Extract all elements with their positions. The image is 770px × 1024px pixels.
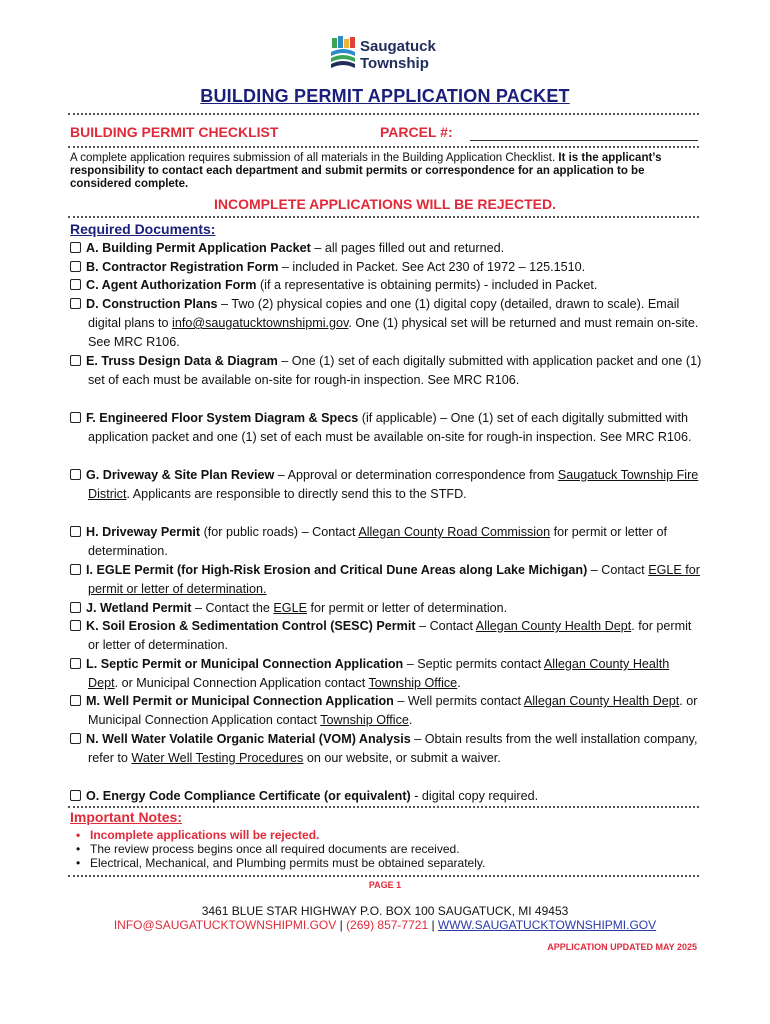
item-text: – One (1) set of each digitally submitted with application packet and one (1) set of each must be available on-site for rough-in inspection. See MRC R106. <box>88 354 702 387</box>
checkbox[interactable] <box>70 469 81 480</box>
item-text: (if applicable) – One (1) set of each digitally submitted with application packet and one (1) set of each must be available on-site for rough-in inspection. See MRC R106. <box>88 411 692 444</box>
separator: | <box>336 918 347 932</box>
item-text: . or Municipal Connection Application contact <box>88 694 698 727</box>
item-text: – Septic permits contact <box>403 657 544 671</box>
checklist-item-m <box>70 692 702 730</box>
item-text: . for permit or letter of determination. <box>88 619 692 652</box>
footer-phone: (269) 857-7721 <box>346 918 429 932</box>
footer-website-link[interactable]: WWW.SAUGATUCKTOWNSHIPMI.GOV <box>437 918 657 932</box>
divider <box>68 875 699 877</box>
email-link[interactable]: info@saugatucktownshipmi.gov <box>172 316 349 330</box>
logo-line-1: Saugatuck <box>360 38 436 55</box>
page-title: BUILDING PERMIT APPLICATION PACKET <box>200 86 570 106</box>
checklist-item-o <box>70 787 702 806</box>
notes-heading: Important Notes: <box>70 809 182 825</box>
item-text: (if a representative is obtaining permits) - included in Packet. <box>256 278 598 292</box>
checklist-item-g <box>70 466 702 504</box>
footer-address: 3461 BLUE STAR HIGHWAY P.O. BOX 100 SAUGATUCK, MI 49453 <box>201 904 569 918</box>
item-title: B. Contractor Registration Form <box>86 260 279 274</box>
footer-contact <box>0 918 770 932</box>
item-title: E. Truss Design Data & Diagram <box>86 354 278 368</box>
required-heading: Required Documents: <box>70 221 216 237</box>
township-office-link[interactable]: Township Office <box>368 676 458 690</box>
item-title: N. Well Water Volatile Organic Material (VOM) Analysis <box>86 732 411 746</box>
notes-list <box>76 828 485 870</box>
checkbox[interactable] <box>70 695 81 706</box>
item-title: J. Wetland Permit <box>86 601 192 615</box>
checkbox[interactable] <box>70 261 81 272</box>
checkbox[interactable] <box>70 242 81 253</box>
checkbox[interactable] <box>70 279 81 290</box>
item-title: I. EGLE Permit (for High-Risk Erosion and Critical Dune Areas along Lake Michigan) <box>86 563 588 577</box>
township-office-link[interactable]: Township Office <box>320 713 409 727</box>
checkbox[interactable] <box>70 658 81 669</box>
item-text: – Obtain results from the well installation company, refer to <box>88 732 698 765</box>
checklist-item-b <box>70 258 702 277</box>
item-title: O. Energy Code Compliance Certificate (or equivalent) <box>86 789 411 803</box>
intro-text <box>70 152 700 191</box>
checkbox[interactable] <box>70 355 81 366</box>
divider <box>68 146 699 148</box>
checklist-item-e <box>70 352 702 390</box>
road-commission-link[interactable]: Allegan County Road Commission <box>358 525 551 539</box>
item-text: for permit or letter of determination. <box>306 601 508 615</box>
egle-link[interactable]: EGLE <box>273 601 307 615</box>
checkbox[interactable] <box>70 602 81 613</box>
fire-district-link[interactable]: Saugatuck Township Fire District <box>88 468 699 501</box>
checklist-item-j <box>70 599 702 618</box>
item-title: C. Agent Authorization Form <box>86 278 257 292</box>
checkbox[interactable] <box>70 790 81 801</box>
item-text: – Contact the <box>191 601 274 615</box>
note-item: • Incomplete applications will be rejected. <box>76 828 485 842</box>
checkbox[interactable] <box>70 412 81 423</box>
checklist-item-c <box>70 276 702 295</box>
parcel-input-line[interactable] <box>470 140 698 141</box>
item-title: H. Driveway Permit <box>86 525 201 539</box>
item-text: . <box>457 676 461 690</box>
checklist-item-i <box>70 561 702 599</box>
checklist-item-k <box>70 617 702 655</box>
reject-banner: INCOMPLETE APPLICATIONS WILL BE REJECTED. <box>214 196 556 212</box>
checkbox[interactable] <box>70 564 81 575</box>
checklist-item-d <box>70 295 702 352</box>
health-dept-link[interactable]: Allegan County Health Dept <box>88 657 670 690</box>
checkbox[interactable] <box>70 620 81 631</box>
checkbox[interactable] <box>70 733 81 744</box>
item-text: for permit or letter of determination. <box>88 525 667 558</box>
item-text: – included in Packet. See Act 230 of 1972 – 125.1510. <box>278 260 586 274</box>
checkbox[interactable] <box>70 526 81 537</box>
item-text: – Well permits contact <box>393 694 524 708</box>
item-title: A. Building Permit Application Packet <box>86 241 311 255</box>
item-text: - digital copy required. <box>410 789 539 803</box>
updated-date: APPLICATION UPDATED MAY 2025 <box>547 942 697 952</box>
parcel-label: PARCEL #: <box>380 124 453 140</box>
page-number: PAGE 1 <box>368 880 402 890</box>
divider <box>68 806 699 808</box>
intro-plain: A complete application requires submission of all materials in the Building Application Checklist. <box>70 152 556 164</box>
item-title: L. Septic Permit or Municipal Connection Application <box>86 657 404 671</box>
item-text: – Contact <box>587 563 649 577</box>
health-dept-link[interactable]: Allegan County Health Dept <box>523 694 680 708</box>
item-text: . One (1) physical set will be returned and must remain on-site. See MRC R106. <box>88 316 699 349</box>
item-title: K. Soil Erosion & Sedimentation Control (SESC) Permit <box>86 619 416 633</box>
checklist-item-h <box>70 523 702 561</box>
divider <box>68 216 699 218</box>
item-title: M. Well Permit or Municipal Connection Application <box>86 694 394 708</box>
note-item: • Electrical, Mechanical, and Plumbing permits must be obtained separately. <box>76 856 485 870</box>
divider <box>68 113 699 115</box>
item-text: (for public roads) – Contact <box>200 525 359 539</box>
note-item: • The review process begins once all required documents are received. <box>76 842 485 856</box>
item-text: on our website, or submit a waiver. <box>303 751 501 765</box>
item-title: G. Driveway & Site Plan Review <box>86 468 275 482</box>
item-title: F. Engineered Floor System Diagram & Specs <box>86 411 359 425</box>
item-text: . <box>408 713 413 727</box>
township-logo <box>330 36 450 76</box>
checklist-item-a <box>70 239 702 258</box>
egle-link[interactable]: EGLE for permit or letter of determination. <box>88 563 700 596</box>
item-text: – all pages filled out and returned. <box>310 241 505 255</box>
item-text: . or Municipal Connection Application contact <box>114 676 369 690</box>
checklist-item-f <box>70 409 702 447</box>
item-text: – Two (2) physical copies and one (1) digital copy (detailed, drawn to scale). Email digital plans to <box>88 297 680 330</box>
checklist-heading: BUILDING PERMIT CHECKLIST <box>70 124 279 140</box>
checkbox[interactable] <box>70 298 81 309</box>
item-text: – Approval or determination correspondence from <box>274 468 558 482</box>
checklist-item-n <box>70 730 702 768</box>
intro-bold: It is the applicant’s responsibility to contact each department and submit permits or correspondence for an application to be considered complete. <box>70 152 662 190</box>
water-testing-link[interactable]: Water Well Testing Procedures <box>131 751 304 765</box>
logo-line-2: Township <box>360 55 429 72</box>
checklist-item-l <box>70 655 702 693</box>
health-dept-link[interactable]: Allegan County Health Dept <box>475 619 632 633</box>
logo-mark-icon <box>330 36 356 72</box>
item-text: – Contact <box>415 619 476 633</box>
footer-email[interactable]: INFO@SAUGATUCKTOWNSHIPMI.GOV <box>113 918 337 932</box>
item-text: . Applicants are responsible to directly send this to the STFD. <box>126 487 467 501</box>
separator: | <box>428 918 438 932</box>
item-title: D. Construction Plans <box>86 297 218 311</box>
